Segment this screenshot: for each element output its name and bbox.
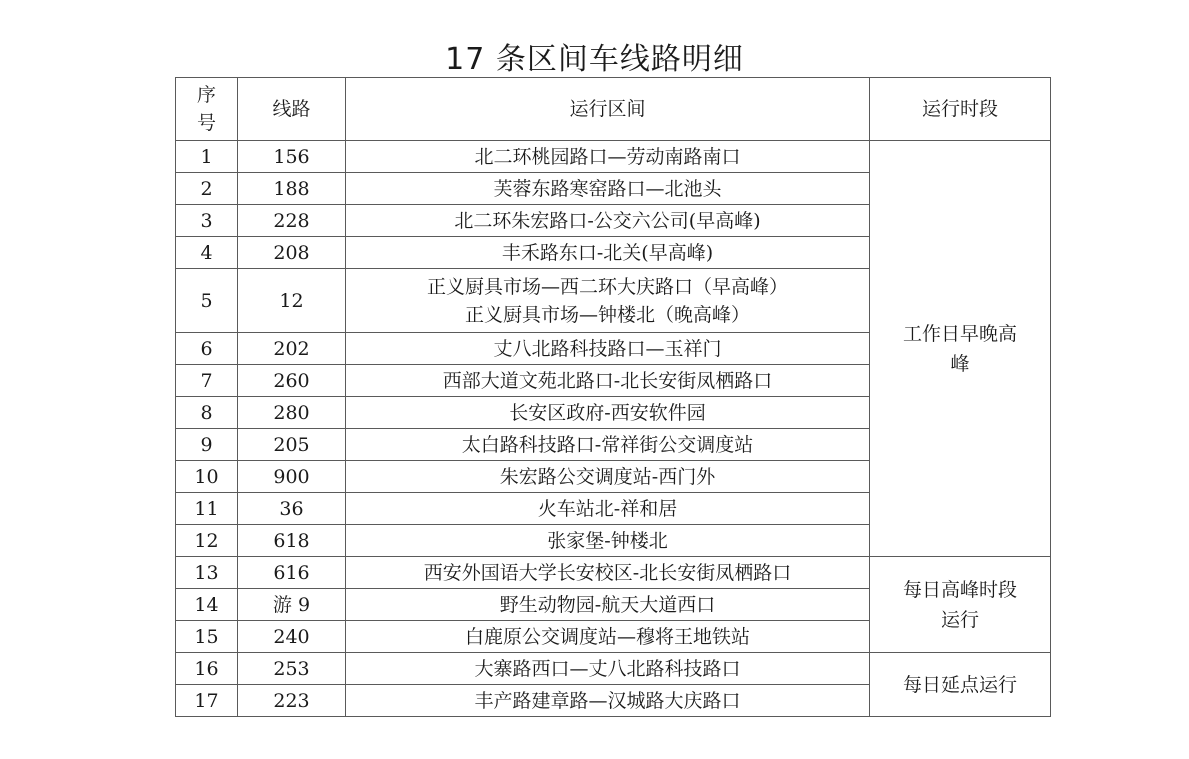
table-header-row <box>176 78 1051 141</box>
route-table <box>175 77 1051 717</box>
route-number: 188 <box>238 173 346 205</box>
route-section <box>346 269 870 333</box>
route-section-line: 张家堡-钟楼北 <box>547 529 668 552</box>
route-section <box>346 237 870 269</box>
route-number: 205 <box>238 429 346 461</box>
row-number: 10 <box>176 461 238 493</box>
route-section <box>346 461 870 493</box>
table-row <box>176 141 1051 173</box>
route-number: 228 <box>238 205 346 237</box>
row-number: 14 <box>176 589 238 621</box>
route-section-line: 丈八北路科技路口—玉祥门 <box>493 337 722 360</box>
operating-period <box>870 557 1051 653</box>
route-section <box>346 333 870 365</box>
operating-period-line: 每日高峰时段 <box>902 578 1017 601</box>
operating-period <box>870 653 1051 717</box>
header-no: 序 号 <box>176 78 238 141</box>
route-section <box>346 525 870 557</box>
route-section-line: 芙蓉东路寒窑路口—北池头 <box>493 177 722 200</box>
route-number: 253 <box>238 653 346 685</box>
row-number: 13 <box>176 557 238 589</box>
header-route: 线路 <box>238 78 346 141</box>
route-number: 616 <box>238 557 346 589</box>
route-section-line: 西安外国语大学长安校区-北长安街凤栖路口 <box>423 561 792 584</box>
operating-period <box>870 141 1051 557</box>
route-section-line: 丰禾路东口-北关(早高峰) <box>501 241 714 264</box>
row-number: 12 <box>176 525 238 557</box>
route-section <box>346 205 870 237</box>
row-number: 16 <box>176 653 238 685</box>
table-row <box>176 557 1051 589</box>
row-number: 4 <box>176 237 238 269</box>
row-number: 15 <box>176 621 238 653</box>
operating-period-line: 运行 <box>940 608 979 631</box>
row-number: 1 <box>176 141 238 173</box>
route-number: 900 <box>238 461 346 493</box>
row-number: 9 <box>176 429 238 461</box>
route-number: 游 9 <box>238 589 346 621</box>
route-section <box>346 685 870 717</box>
header-period: 运行时段 <box>870 78 1051 141</box>
route-number: 260 <box>238 365 346 397</box>
route-section-line: 火车站北-祥和居 <box>537 497 678 520</box>
operating-period-line: 每日延点运行 <box>902 673 1017 696</box>
route-section <box>346 493 870 525</box>
route-number: 36 <box>238 493 346 525</box>
row-number: 17 <box>176 685 238 717</box>
route-number: 202 <box>238 333 346 365</box>
route-section-line: 丰产路建章路—汉城路大庆路口 <box>474 689 741 712</box>
row-number: 7 <box>176 365 238 397</box>
route-section-line: 北二环朱宏路口-公交六公司(早高峰) <box>454 209 761 232</box>
route-section <box>346 365 870 397</box>
route-section-line: 长安区政府-西安软件园 <box>509 401 706 424</box>
row-number: 8 <box>176 397 238 429</box>
route-section <box>346 589 870 621</box>
route-number: 240 <box>238 621 346 653</box>
route-number: 208 <box>238 237 346 269</box>
route-number: 280 <box>238 397 346 429</box>
route-number: 223 <box>238 685 346 717</box>
route-section-line: 正义厨具市场—钟楼北（晚高峰） <box>464 303 750 326</box>
row-number: 2 <box>176 173 238 205</box>
operating-period-line: 工作日早晚高 <box>902 322 1017 345</box>
route-section-line: 白鹿原公交调度站—穆将王地铁站 <box>464 625 750 648</box>
header-section: 运行区间 <box>346 78 870 141</box>
row-number: 3 <box>176 205 238 237</box>
route-section <box>346 173 870 205</box>
route-section-line: 北二环桃园路口—劳动南路南口 <box>474 145 741 168</box>
route-number: 156 <box>238 141 346 173</box>
row-number: 11 <box>176 493 238 525</box>
page-title: 17 条区间车线路明细 <box>445 42 744 77</box>
table-row <box>176 653 1051 685</box>
route-section <box>346 653 870 685</box>
row-number: 5 <box>176 269 238 333</box>
route-section-line: 朱宏路公交调度站-西门外 <box>499 465 716 488</box>
route-number: 12 <box>238 269 346 333</box>
route-section <box>346 621 870 653</box>
route-section-line: 西部大道文苑北路口-北长安街凤栖路口 <box>442 369 773 392</box>
route-section <box>346 397 870 429</box>
row-number: 6 <box>176 333 238 365</box>
operating-period-line: 峰 <box>950 352 970 375</box>
route-number: 618 <box>238 525 346 557</box>
route-section-line: 太白路科技路口-常祥街公交调度站 <box>461 433 754 456</box>
route-section <box>346 429 870 461</box>
route-section-line: 野生动物园-航天大道西口 <box>499 593 716 616</box>
route-section-line: 正义厨具市场—西二环大庆路口（早高峰） <box>426 275 788 298</box>
route-section-line: 大寨路西口—丈八北路科技路口 <box>474 657 741 680</box>
route-section <box>346 557 870 589</box>
route-section <box>346 141 870 173</box>
